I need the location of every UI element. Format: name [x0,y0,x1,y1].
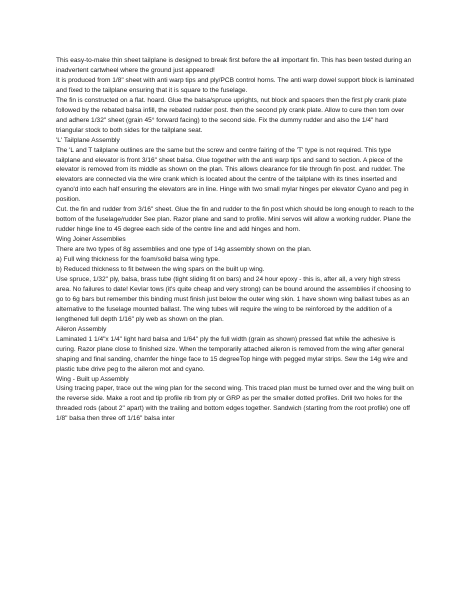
paragraph-tailplane-material: It is produced from 1/8" sheet with anti warp tips and ply/PCB control horns. The anti warp dowel support block is laminated and fixed to the tailplane ensuring that it is square to the fuselage. [56,76,414,94]
paragraph-l-tailplane: The 'L and T tailplane outlines are the same but the screw and centre fairing of the 'T' type is not required. This type tailplane and elevator is front 3/16" sheet balsa. Glue together with the anti warp tips and sand to section. A piece of the elevator is removed from its middle as shown on the plan. This allows clearance for tile through fin post. and rudder. The elevators are connected via the wire crank which is located about the centre of the tailplane with its tines inserted and cyano'd into each half ensuring the elevators are in line. Hinge with two small mylar hinges per elevator Cyano and peg in position. [56,146,409,204]
document-page [56,56,416,424]
paragraph-joiner-a: a) Full wing thickness for the foam/solid balsa wing type. [56,256,220,264]
paragraph-joiner-materials: Use spruce, 1/32" ply, balsa, brass tube (tight sliding fit on bars) and 24 hour epoxy - this is, after all, a very high stress area. No failures to date! Kevlar tows (it's quite cheap and very strong) can be bound around the assemblies if choosing to go to 6g bars but remember this binding must finish just below the outer wing skin. 1 have shown wing ballast tubes as an alternative to the fuselage mounted ballast. The wing tubes will require the wing to be reinforced by the addition of a lengthened full depth 1/16" ply web as shown on the plan. [56,275,411,323]
heading-wing-joiner-assemblies: Wing Joiner Assemblies [56,236,126,244]
heading-aileron-assembly: Aileron Assembly [56,325,107,333]
paragraph-joiner-types: There are two types of 8g assemblies and one type of 14g assembly shown on the plan. [56,246,312,254]
paragraph-fin-construction: The fin is constructed on a flat. hoard. Glue the balsa/spruce uprights, nut block and spacers then the first ply crank plate followed by the rebated balsa infill, the rebated rudder post. then the second ply crank plate. Allow to cure then tom over and adhere 1/32" sheet (grain 45° forward facing) to the second side. Fix the dummy rudder and also the 1/4" hard triangular stock to both sides for the tailplane seat. [56,96,407,134]
paragraph-wing-built-up: Using tracing paper, trace out the wing plan for the second wing. This traced plan must be turned over and the wing built on the reverse side. Make a root and tip profile rib from ply or GRP as per the smaller dotted profiles. Drill two holes for the threaded rods (about 2" apart) with the trailing and bottom edges together. Sandwich (starting from the root profile) one off 1/8" balsa then three off 1/16" balsa inter [56,385,414,423]
paragraph-aileron: Laminated 1 1/4"x 1/4" light hard balsa and 1/64" ply the full width (grain as shown) pressed flat while the adhesive is curing. Razor plane close to finished size. When the temporarily attached aileron is removed from the wing after general shaping and final sanding, chamfer the hinge face to 15 degreeTop hinge with pegged mylar strips. Sew the 14g wire and plastic tube drive peg to the aileron mot and cyano. [56,335,408,373]
heading-l-tailplane-assembly: 'L' Tailplane Assembly [56,136,120,144]
paragraph-fin-rudder-cut: Cut. the fin and rudder from 3/16" sheet. Glue the fin and rudder to the fin post which should be long enough to reach to the bottom of the fuselage/rudder See plan. Razor plane and sand to profile. Mini servos will allow a working rudder. Plane the rudder hinge line to 45 degree each side of the centre line and add hinges and horn. [56,206,415,234]
paragraph-intro: This easy-to-make thin sheet tailplane is designed to break first before the all important fin. This has been tested during an inadvertent cartwheel where the ground just appeared! [56,57,412,74]
paragraph-joiner-b: b) Reduced thickness to fit between the wing spars on the built up wing. [56,266,265,274]
heading-wing-built-up-assembly: Wing - Built up Assembly [56,375,129,383]
